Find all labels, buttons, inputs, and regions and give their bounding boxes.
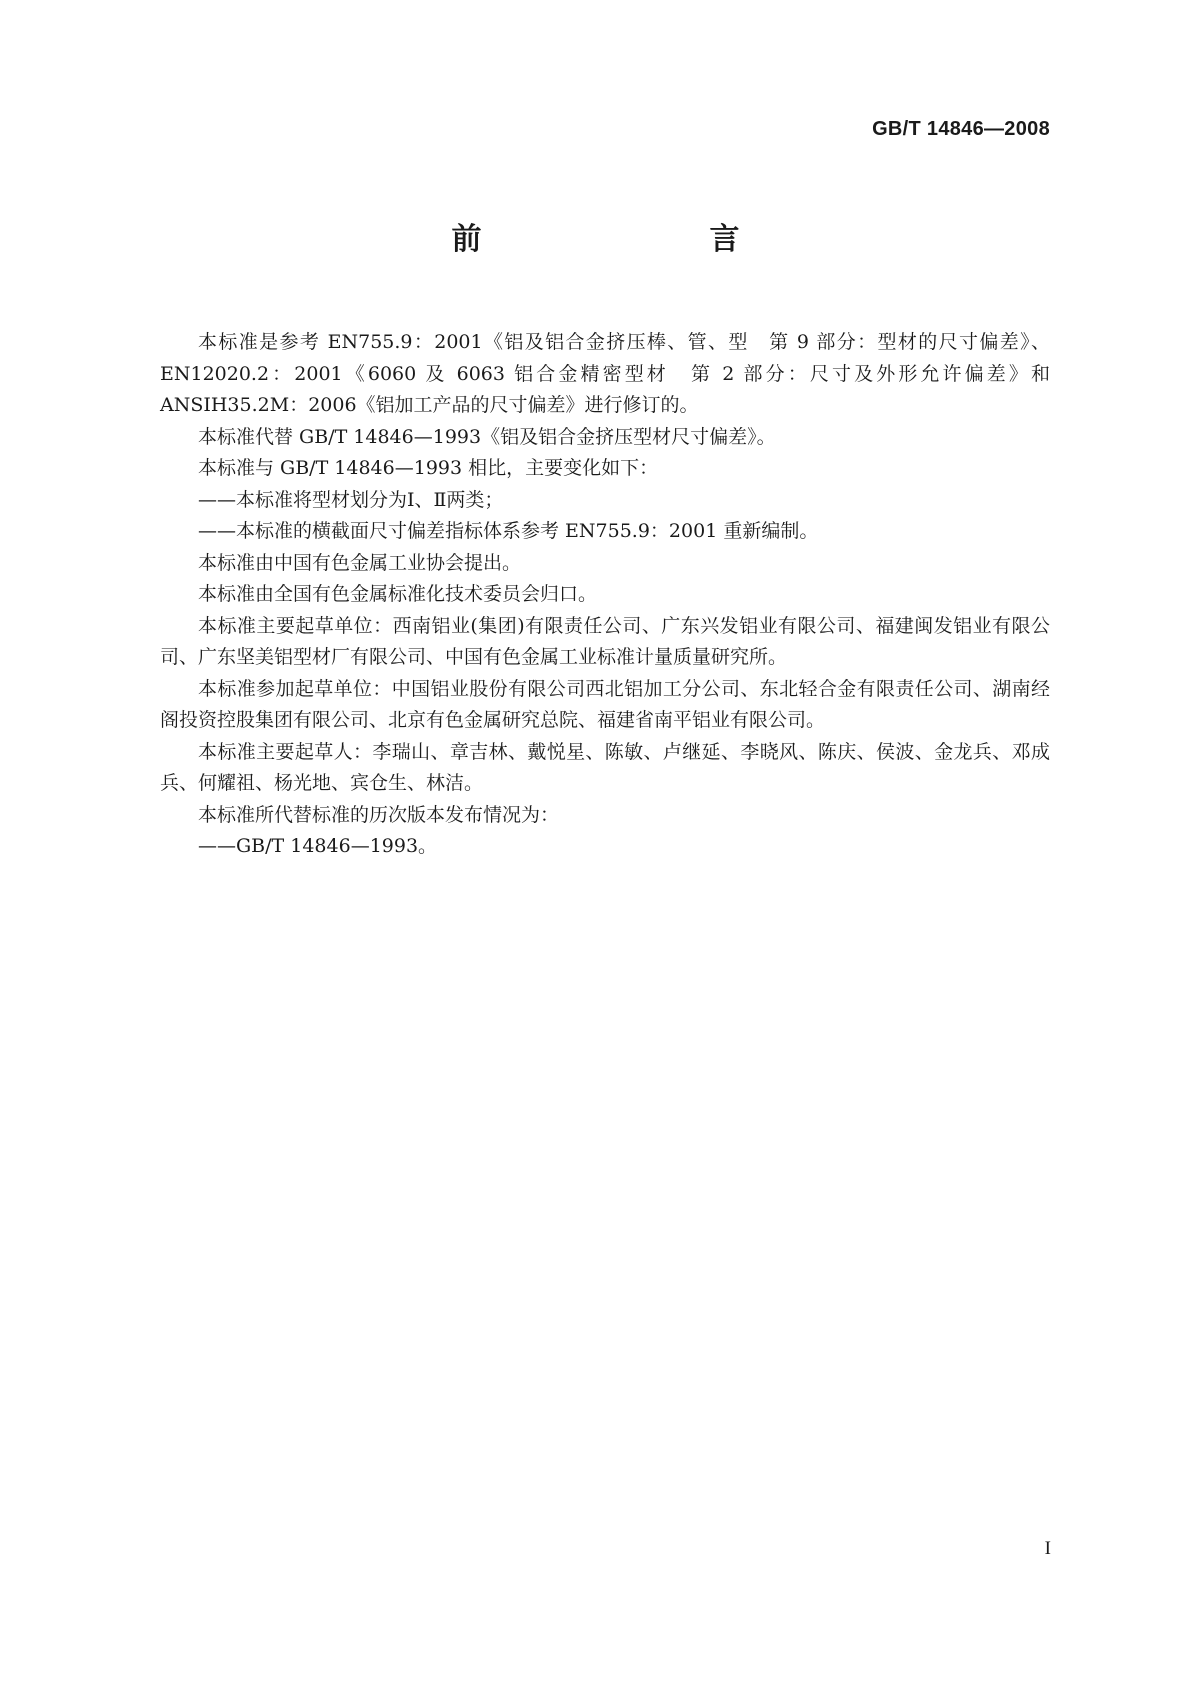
paragraph-reference-standards: 本标准是参考 EN755.9：2001《铝及铝合金挤压棒、管、型 第 9 部分：型材的尺寸偏差》、EN12020.2：2001《6060 及 6063 铝合金精密型材 第 2 部分：尺寸及外形允许偏差》和 ANSIH35.2M：2006《铝加工产品的尺寸偏差》进行修订的。 [160,331,1050,416]
standard-number: GB/T 14846—2008 [872,118,1050,140]
foreword-body [160,327,1050,863]
previous-edition-item: ——GB/T 14846—1993。 [198,835,438,857]
paragraph-main-changes: 本标准与 GB/T 14846—1993 相比，主要变化如下： [198,457,659,479]
paragraph-centralized-by: 本标准由全国有色金属标准化技术委员会归口。 [198,583,598,605]
page-number: I [1044,1538,1051,1559]
paragraph-main-drafters: 本标准主要起草人：李瑞山、章吉林、戴悦星、陈敏、卢继延、李晓风、陈庆、侯波、金龙兵、邓成兵、何耀祖、杨光地、宾仓生、林洁。 [160,740,1050,794]
paragraph-main-drafting-units: 本标准主要起草单位：西南铝业(集团)有限责任公司、广东兴发铝业有限公司、福建闽发铝业有限公司、广东坚美铝型材厂有限公司、中国有色金属工业标准计量质量研究所。 [160,614,1050,668]
paragraph-participating-units: 本标准参加起草单位：中国铝业股份有限公司西北铝加工分公司、东北轻合金有限责任公司、湖南经阁投资控股集团有限公司、北京有色金属研究总院、福建省南平铝业有限公司。 [160,677,1050,731]
paragraph-previous-editions: 本标准所代替标准的历次版本发布情况为： [198,803,560,826]
paragraph-replaces: 本标准代替 GB/T 14846—1993《铝及铝合金挤压型材尺寸偏差》。 [198,425,776,448]
paragraph-proposed-by: 本标准由中国有色金属工业协会提出。 [198,551,522,574]
change-item-classification: ——本标准将型材划分为Ⅰ、Ⅱ两类； [198,488,504,511]
page-title: 前 言 [451,222,796,257]
change-item-tolerance-system: ——本标准的横截面尺寸偏差指标体系参考 EN755.9：2001 重新编制。 [198,520,819,542]
